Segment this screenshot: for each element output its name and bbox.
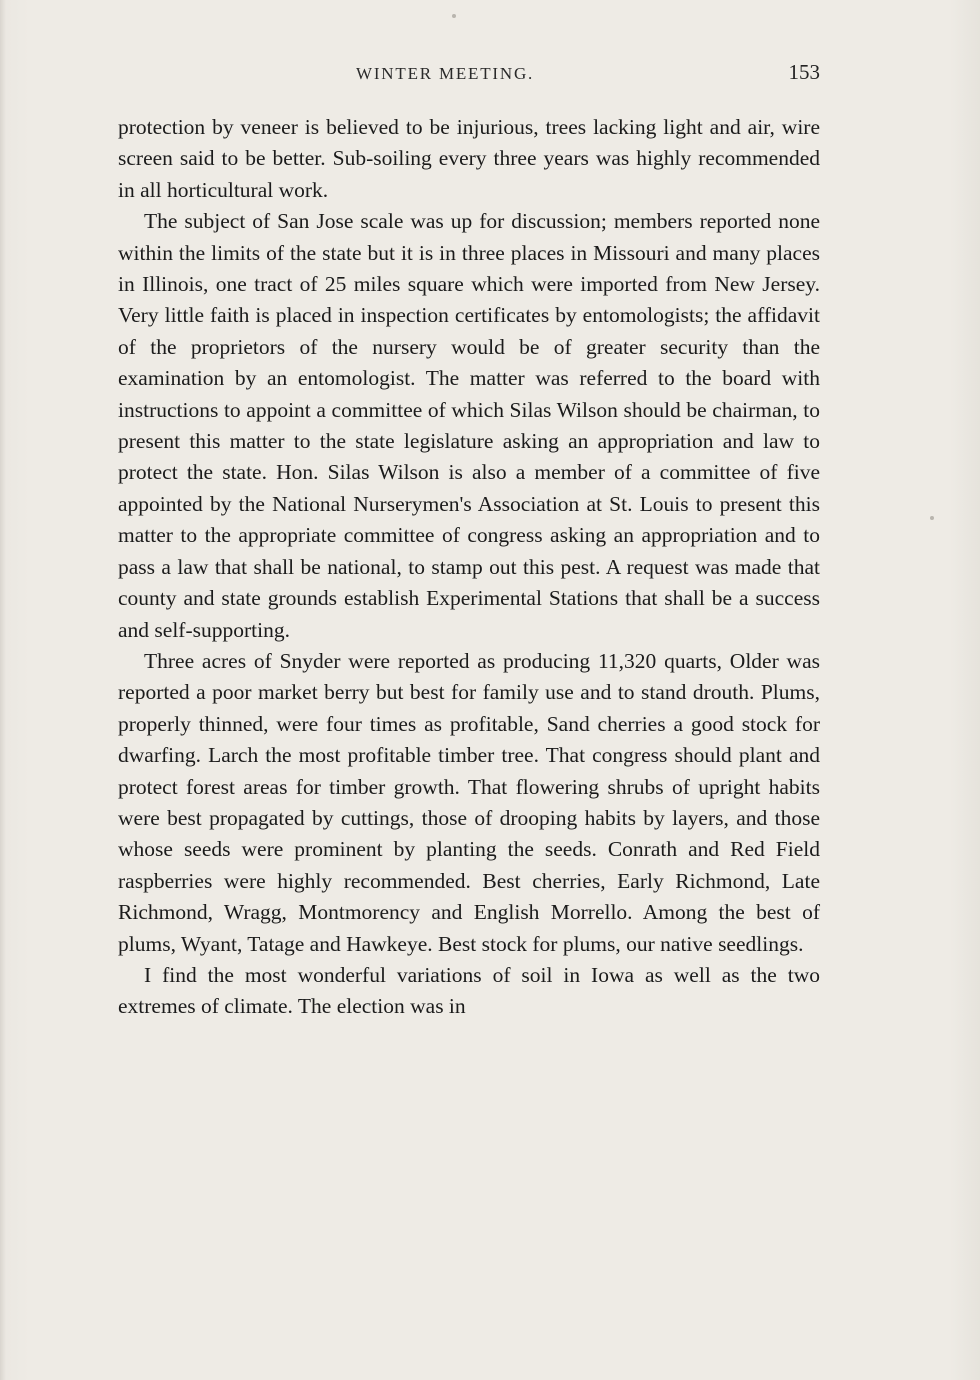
paragraph: protection by veneer is believed to be injurious, trees lacking light and air, wire screen said to be better. Sub-soiling every three years was highly recommended in all horticultural work.	[118, 115, 820, 202]
paragraph: Three acres of Snyder were reported as producing 11,320 quarts, Older was reported a poor market berry but best for family use and to stand drouth. Plums, properly thinned, were four times as profitable, Sand cherries a good stock for dwarfing. Larch the most profitable timber tree. That congress should plant and protect forest areas for timber growth. That flowering shrubs of upright habits were best propagated by cuttings, those of drooping habits by layers, and those whose seeds were prominent by planting the seeds. Conrath and Red Field raspberries were highly recommended. Best cherries, Early Richmond, Late Richmond, Wragg, Montmorency and English Morrello. Among the best of plums, Wyant, Tatage and Hawkeye. Best stock for plums, our native seedlings.	[118, 648, 820, 956]
paper-speck	[930, 516, 934, 520]
running-head: WINTER MEETING.	[356, 64, 535, 83]
page-header	[118, 58, 820, 90]
paragraph: The subject of San Jose scale was up for discussion; members reported none within the limits of the state but it is in three places in Missouri and many places in Illinois, one tract of 25 miles square which were imported from New Jersey. Very little faith is placed in inspection certificates by entomologists; the affidavit of the proprietors of the nursery would be of greater security than the examination by an entomologist. The matter was referred to the board with instructions to appoint a committee of which Silas Wilson should be chairman, to present this matter to the state legislature asking an appropriation and law to protect the state. Hon. Silas Wilson is also a member of a committee of five appointed by the National Nurserymen's Association at St. Louis to present this matter to the appropriate committee of congress asking an appropriation and to pass a law that shall be national, to stamp out this pest. A request was made that county and state grounds establish Experimental Stations that shall be a success and self-supporting.	[118, 209, 820, 642]
paper-speck	[452, 14, 456, 18]
body-text	[118, 112, 820, 1023]
paragraph: I find the most wonderful variations of soil in Iowa as well as the two extremes of climate. The election was in	[118, 962, 820, 1019]
page-number: 153	[788, 60, 820, 84]
